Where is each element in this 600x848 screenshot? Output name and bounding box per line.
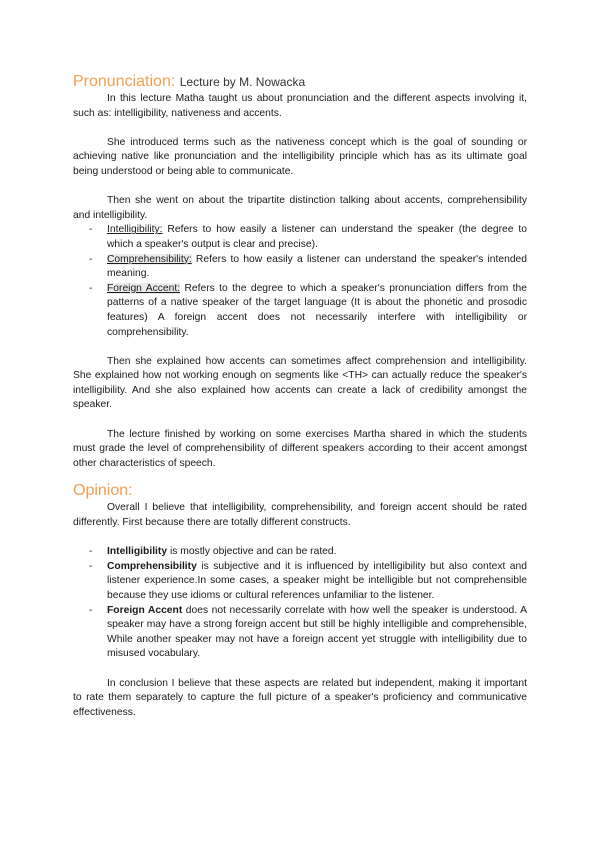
- accents-paragraph: Then she explained how accents can sometimes affect comprehension and intelligibility. She explained how not working enough on segments like <TH> can actually reduce the speaker's intelligibility. And she also explained how accents can create a lack of credibility amongst the speaker.: [73, 355, 527, 411]
- opinion-term: Intelligibility: [107, 546, 168, 558]
- definition-text: Refers to how easily a listener can understand the speaker's intended meaning.: [107, 253, 527, 280]
- opinion-term: Comprehensibility: [107, 560, 197, 572]
- intro-paragraph: In this lecture Matha taught us about pronunciation and the different aspects involving it, such as: intelligibility, nativeness and accents.: [73, 93, 527, 119]
- definition-item: [73, 282, 527, 340]
- bullet-dash: -: [89, 253, 93, 265]
- definition-term: Intelligibility:: [107, 224, 163, 236]
- bullet-dash: -: [89, 224, 93, 236]
- title-text: Pronunciation:: [73, 73, 176, 90]
- opinion-item: [73, 545, 527, 560]
- opinion-text: does not necessarily correlate with how well the speaker is understood. A speaker may have a strong foreign accent but still be highly intelligible and comprehensible, While another speaker may not have a foreign accent yet struggle with intelligibility due to misused vocabulary.: [107, 604, 527, 660]
- definition-term: Comprehensibility:: [107, 253, 192, 265]
- bullet-dash: -: [89, 282, 93, 294]
- opinion-item: [73, 604, 527, 662]
- opinion-term: Foreign Accent: [107, 604, 183, 616]
- opinion-list: [73, 545, 527, 662]
- tripartite-paragraph: Then she went on about the tripartite distinction talking about accents, comprehensibility and intelligibility.: [73, 195, 527, 221]
- conclusion-paragraph: In conclusion I believe that these aspects are related but independent, making it important to rate them separately to capture the full picture of a speaker's proficiency and communicative effectiveness.: [73, 677, 527, 718]
- opinion-heading: Opinion:: [73, 482, 133, 500]
- definition-text: Refers to how easily a listener can understand the speaker (the degree to which a speaker's output is clear and precise).: [107, 224, 527, 250]
- bullet-dash: -: [89, 546, 93, 558]
- terms-paragraph: She introduced terms such as the nativeness concept which is the goal of sounding or achieving native like pronunciation and the intelligibility principle which has as its ultimate goal being understood or being able to communicate.: [73, 136, 527, 177]
- exercise-paragraph: The lecture finished by working on some exercises Martha shared in which the students must grade the level of comprehensibility of different speakers according to their accent amongst other characteristics of speech.: [73, 428, 527, 469]
- opinion-text: is mostly objective and can be rated.: [167, 546, 337, 558]
- definition-item: [73, 223, 527, 252]
- title-subtitle: Lecture by M. Nowacka: [179, 75, 306, 89]
- bullet-dash: -: [89, 604, 93, 616]
- definition-item: [73, 253, 527, 282]
- opinion-text: is subjective and it is influenced by intelligibility but also context and listener experience.In some cases, a speaker might be intelligible but not comprehensible because they use idioms or cultural references unfamiliar to the listener.: [107, 560, 527, 601]
- document-body: [73, 72, 527, 720]
- definition-text: Refers to the degree to which a speaker's pronunciation differs from the patterns of a native speaker of the target language (It is about the phonetic and prosodic features) A foreign accent does not necessarily interfere with intelligibility or comprehensibility.: [107, 282, 527, 338]
- definition-term: Foreign Accent:: [107, 282, 181, 294]
- opinion-item: [73, 560, 527, 604]
- bullet-dash: -: [89, 560, 93, 572]
- definitions-list: [73, 223, 527, 340]
- opinion-intro-paragraph: Overall I believe that intelligibility, comprehensibility, and foreign accent should be rated differently. First because there are totally different constructs.: [73, 502, 527, 529]
- page-title: [73, 72, 527, 92]
